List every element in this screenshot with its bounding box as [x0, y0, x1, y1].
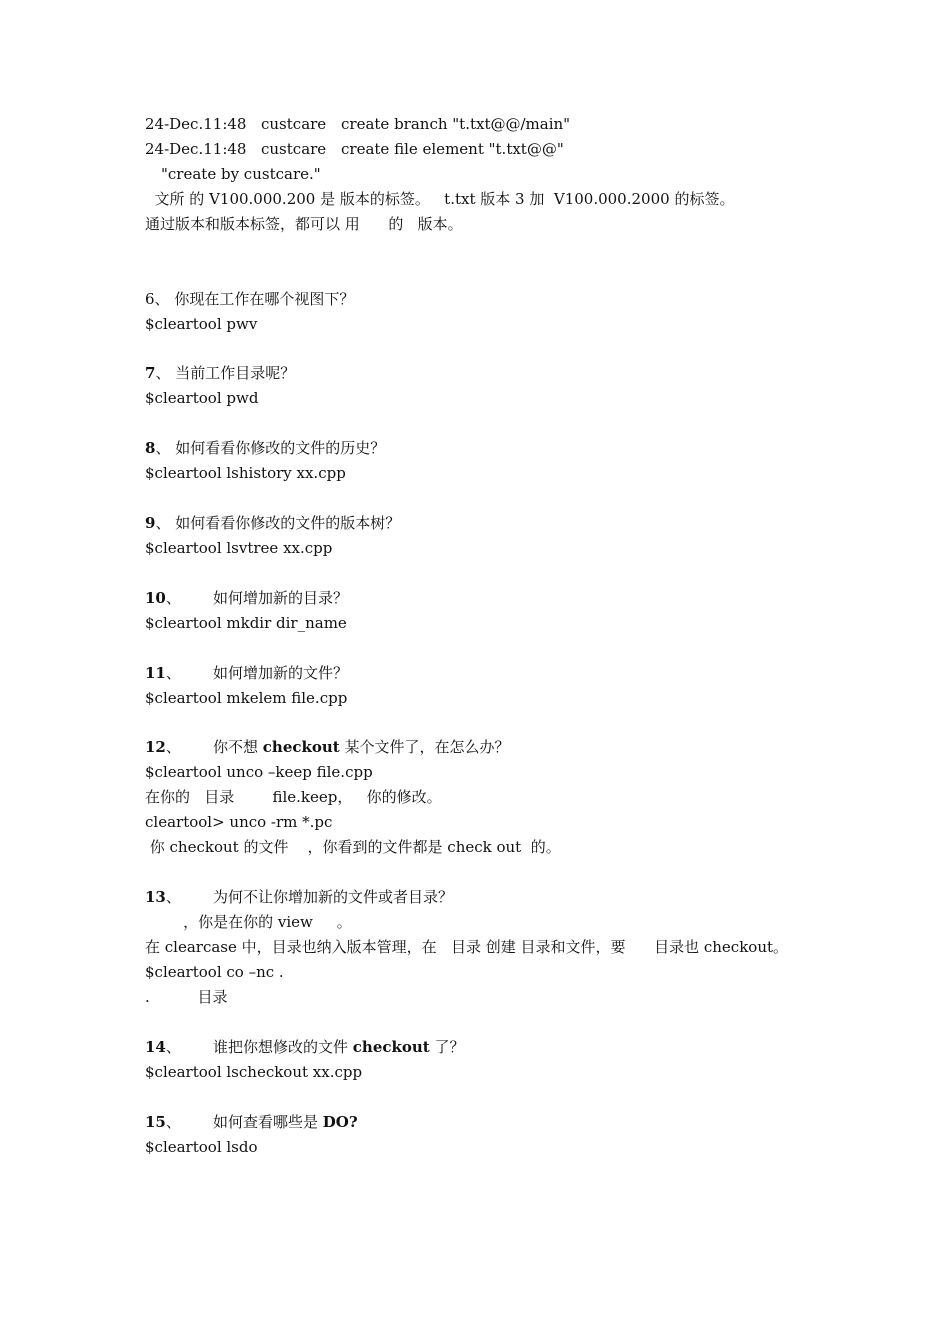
command-line: cleartool> unco -rm *.pc: [145, 813, 333, 832]
command-line: $cleartool pwv: [145, 314, 258, 333]
question-number: 15、: [145, 1112, 181, 1131]
question-text: 如何查看哪些是: [213, 1112, 323, 1131]
note-line-2: 通过版本和版本标签，都可以 用 的 版本。: [145, 215, 463, 233]
answer-line: ，你是在你的 view 。: [145, 913, 352, 932]
command-line: $cleartool pwd: [145, 389, 259, 408]
question-number: 14、: [145, 1037, 181, 1056]
command-line: $cleartool lsvtree xx.cpp: [145, 538, 333, 557]
document-page: [145, 112, 825, 1160]
log-date: 24-Dec.11:48: [145, 115, 247, 133]
question-keyword: checkout: [352, 1037, 430, 1056]
question-12: 12、 你不想 checkout 某个文件了，在怎么办？: [145, 735, 825, 760]
question-number: 13、: [145, 888, 181, 907]
question-14: 14、 谁把你想修改的文件 checkout 了？: [145, 1035, 825, 1060]
answer-line: . 目录: [145, 988, 228, 1007]
question-text: 为何不让你增加新的文件或者目录？: [213, 888, 454, 907]
question-text: 当前工作目录呢？: [175, 364, 296, 383]
log-comment: "create by custcare.": [161, 165, 321, 183]
question-6: 6、 你现在工作在哪个视图下？: [145, 289, 355, 308]
answer-line: 你 checkout 的文件 ，你看到的文件都是 check out 的。: [145, 838, 561, 857]
answer-paragraph: 在 clearcase 中，目录也纳入版本管理，在 目录 创建 目录和文件，要 目录也 checkout。: [145, 938, 803, 957]
question-text: 如何增加新的目录？: [213, 588, 349, 607]
question-text: 谁把你想修改的文件: [213, 1037, 353, 1056]
log-action: create file element "t.txt@@": [341, 140, 564, 158]
question-10: [145, 586, 825, 611]
command-line: $cleartool unco –keep file.cpp: [145, 763, 373, 782]
command-line: $cleartool mkelem file.cpp: [145, 688, 348, 707]
log-line-1: [145, 112, 825, 137]
question-text: 你现在工作在哪个视图下？: [174, 289, 355, 308]
question-number: 9: [145, 513, 156, 532]
log-user: custcare: [261, 115, 327, 133]
log-date: 24-Dec.11:48: [145, 140, 247, 158]
log-action: create branch "t.txt@@/main": [341, 115, 571, 133]
question-number: 10、: [145, 588, 181, 607]
question-15: [145, 1110, 825, 1135]
question-7: 7、 当前工作目录呢？: [145, 364, 296, 383]
question-number: 12、: [145, 738, 181, 757]
question-8: 8、 如何看看你修改的文件的历史？: [145, 439, 386, 458]
question-number: 11、: [145, 663, 181, 682]
question-11: [145, 661, 825, 686]
note-line-1: 文所 的 V100.000.200 是 版本的标签。 t.txt 版本 3 加 V100.000.2000 的标签。: [145, 190, 735, 208]
question-9: 9、 如何看看你修改的文件的版本树？: [145, 513, 401, 532]
question-number: 7: [145, 364, 156, 383]
question-number: 6: [145, 289, 155, 308]
command-line: $cleartool co –nc .: [145, 963, 284, 982]
question-text: 如何看看你修改的文件的版本树？: [175, 513, 401, 532]
question-text: 如何看看你修改的文件的历史？: [175, 439, 386, 458]
log-user: custcare: [261, 140, 327, 158]
question-text: 如何增加新的文件？: [213, 663, 349, 682]
command-line: $cleartool lscheckout xx.cpp: [145, 1062, 363, 1081]
log-line-2: [145, 137, 825, 162]
answer-line: 在你的 目录 file.keep， 你的修改。: [145, 788, 442, 807]
question-13: [145, 885, 825, 910]
command-line: $cleartool lshistory xx.cpp: [145, 464, 346, 483]
question-text: 你不想: [213, 738, 263, 757]
command-line: $cleartool lsdo: [145, 1137, 258, 1156]
question-keyword: DO?: [322, 1112, 358, 1131]
question-keyword: checkout: [262, 738, 340, 757]
question-number: 8: [145, 439, 156, 458]
command-line: $cleartool mkdir dir_name: [145, 613, 347, 632]
